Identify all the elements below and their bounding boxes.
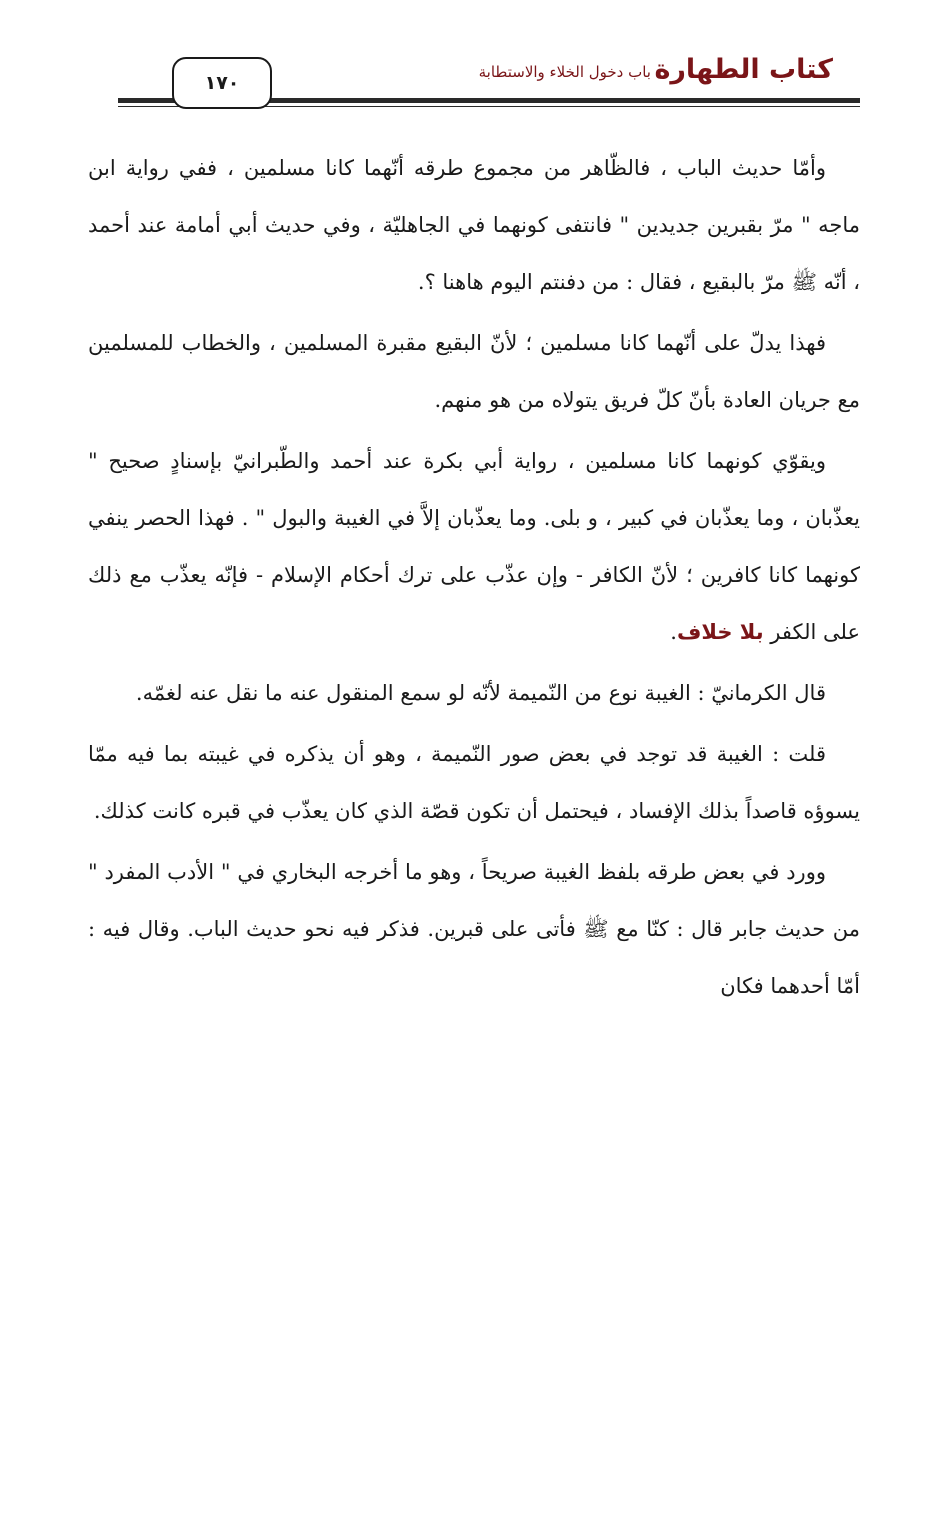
page-body: [88, 140, 860, 1019]
paragraph-abu-bakra-narration: [88, 433, 860, 661]
paragraph-abu-bakra-text: ويقوّي كونهما كانا مسلمين ، رواية أبي بكرة عند أحمد والطّبرانيّ بإسنادٍ صحيح " يعذّبان ، وما يعذّبان في كبير ، و بلى. وما يعذّبان إلاَّ في الغيبة والبول " . فهذا الحصر ينفي كونهما كانا كافرين ؛ لأنّ الكافر - وإن عذّب على ترك أحكام الإسلام - فإنّه يعذّب مع ذلك على الكفر: [88, 449, 860, 644]
book-title: كتاب الطهارة: [654, 54, 833, 85]
page-number-box: [172, 57, 272, 109]
paragraph-baqi-evidence: فهذا يدلّ على أنّهما كانا مسلمين ؛ لأنّ البقيع مقبرة المسلمين ، والخطاب للمسلمين مع جريان العادة بأنّ كلّ فريق يتولاه من هو منهم.: [88, 331, 860, 412]
paragraph-abu-bakra-end: .: [670, 620, 677, 644]
chapter-title: باب دخول الخلاء والاستطابة: [478, 63, 651, 81]
paragraph-adab-mufrad: وورد في بعض طرقه بلفظ الغيبة صريحاً ، وهو ما أخرجه البخاري في " الأدب المفرد " من حديث جابر قال : كنّا مع ﷺ فأتى على قبرين. فذكر فيه نحو حديث الباب. وقال فيه : أمّا أحدهما فكان: [88, 860, 860, 998]
paragraph-bab-hadith: وأمّا حديث الباب ، فالظّاهر من مجموع طرقه أنّهما كانا مسلمين ، ففي رواية ابن ماجه " مرّ بقبرين جديدين " فانتفى كونهما في الجاهليّة ، وفي حديث أبي أمامة عند أحمد ، أنّه ﷺ مرّ بالبقيع ، فقال : من دفنتم اليوم هاهنا ؟.: [88, 156, 860, 294]
paragraph-qultu: قلت : الغيبة قد توجد في بعض صور النّميمة ، وهو أن يذكره في غيبته بما فيه ممّا يسوؤه قاصداً بذلك الإفساد ، فيحتمل أن تكون قصّة الذي كان يعذّب في قبره كانت كذلك.: [88, 742, 860, 823]
page-number: ١٧٠: [204, 72, 240, 94]
page-header: [0, 0, 945, 120]
paragraph-kirmani: قال الكرمانيّ : الغيبة نوع من النّميمة لأنّه لو سمع المنقول عنه ما نقل عنه لغمّه.: [135, 681, 826, 705]
highlight-bila-khilaf: بلا خلاف: [676, 620, 764, 644]
